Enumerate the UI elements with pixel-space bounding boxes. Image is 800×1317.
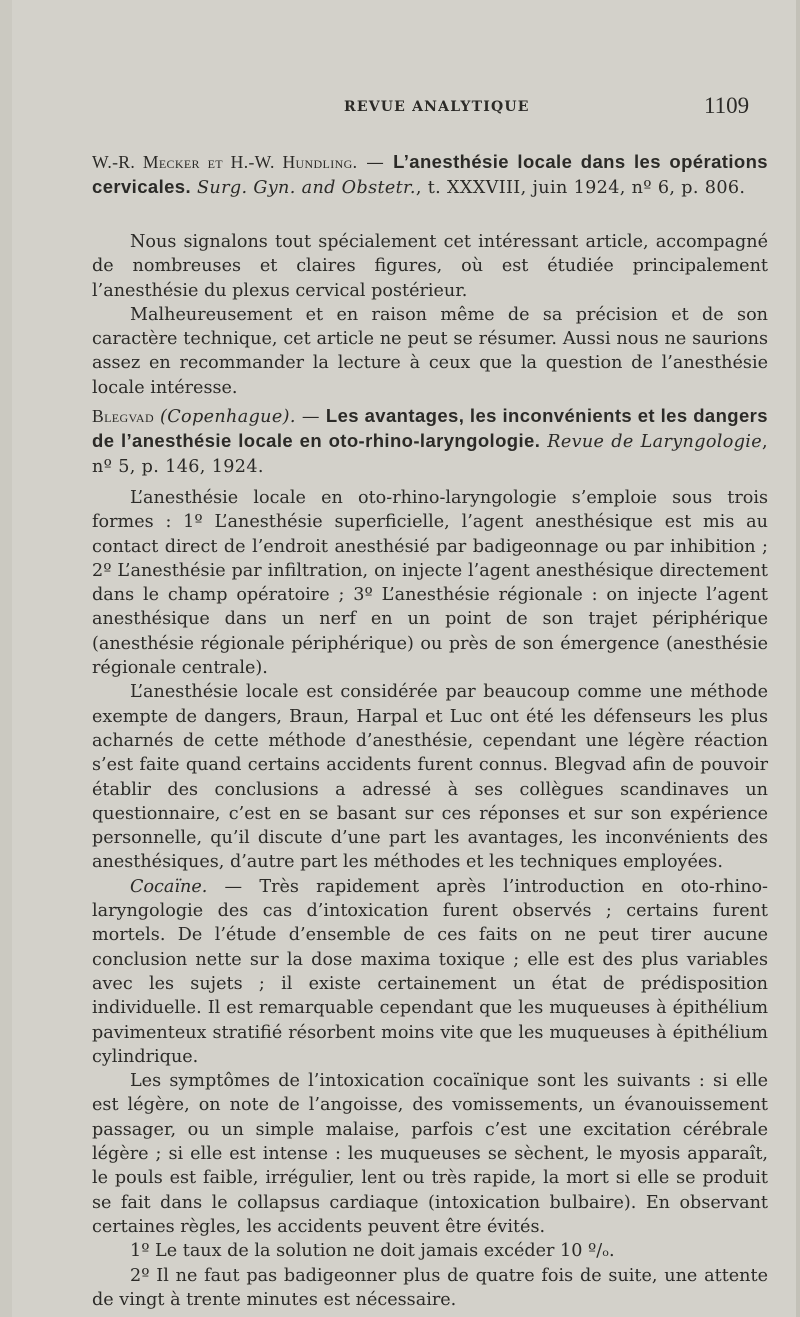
cocaine-heading: Cocaïne. xyxy=(130,876,208,897)
article-2-authors: Blegvad xyxy=(92,406,154,426)
article-2-title: Les avantages, les inconvénients et les dangers de l’anesthésie locale en oto-rhino-laryngologie. xyxy=(92,405,768,452)
article-1-body xyxy=(92,230,768,400)
article-2-journal: Revue de Laryngologie xyxy=(547,432,763,453)
rule-1: 1º Le taux de la solution ne doit jamais excéder 10 º/ₒ. xyxy=(130,1241,615,1262)
cocaine-paragraph xyxy=(92,875,768,1069)
article-2-body xyxy=(92,486,768,1312)
article-2-paragraph: L’anesthésie locale est considérée par beaucoup comme une méthode exempte de dangers, Braun, Harpal et Luc ont été les défenseurs les plus acharnés de cette méthode d’anesthésie, cependant une légère réaction s’est faite quand certains accidents furent connus. Blegvad afin de pouvoir établir des conclusions a adressé à ses collègues scandinaves un questionnaire, c’est en se basant sur ces réponses et sur son expérience personnelle, qu’il discute d’une part les avantages, les inconvénients des anesthésiques, d’autre part les méthodes et les techniques employées. xyxy=(92,682,768,873)
page-number: 1109 xyxy=(704,93,750,118)
cocaine-text: Très rapidement après l’introduction en oto-rhino-laryngologie des cas d’intoxication furent observés ; certains furent mortels. De l’étude d’ensemble de ces faits on ne peut tirer aucune conclusion nette sur la dose maxima toxique ; elle est des plus variables avec les sujets ; il existe certainement un état de prédisposition individuelle. Il est remarquable cependant que les muqueuses à épithélium pavimenteux stratifié résorbent moins vite que les muqueuses à épithélium cylindrique. xyxy=(92,876,769,1067)
article-2-paragraph: Les symptômes de l’intoxication cocaïnique sont les suivants : si elle est légère, on note de l’angoisse, des vomissements, un évanouissement passager, ou un simple malaise, parfois c’est une excitation cérébrale légère ; si elle est intense : les muqueuses se sèchent, le myosis apparaît, le pouls est faible, irrégulier, lent ou très rapide, la mort si elle se produit se fait dans le collapsus cardiaque (intoxication bulbaire). En observant certaines règles, les accidents peuvent être évités. xyxy=(92,1071,768,1237)
article-1-paragraph: Malheureusement et en raison même de sa précision et de son caractère technique, cet article ne peut se résumer. Aussi nous ne saurions assez en recommander la lecture à ceux que la question de l’anesthésie locale intéresse. xyxy=(92,304,768,398)
running-title: REVUE ANALYTIQUE xyxy=(344,99,530,115)
page-header xyxy=(12,93,800,123)
article-2-citation: , nº 5, p. 146, 1924. xyxy=(92,432,768,477)
article-2-dash: — xyxy=(295,407,326,427)
rule-2: 2º Il ne faut pas badigeonner plus de quatre fois de suite, une attente de vingt à trente minutes est nécessaire. xyxy=(92,1265,768,1310)
reference-line xyxy=(92,404,768,479)
article-1-paragraph: Nous signalons tout spécialement cet intéressant article, accompagné de nombreuses et claires figures, où est étudiée principalement l’anesthésie du plexus cervical postérieur. xyxy=(92,232,768,301)
article-2-place: (Copenhague). xyxy=(160,407,296,427)
article-1-reference xyxy=(92,150,768,201)
reference-line xyxy=(92,150,768,201)
cocaine-dash: — xyxy=(207,876,260,897)
page xyxy=(12,0,800,1317)
article-1-dash: — xyxy=(357,153,394,173)
article-1-authors: W.-R. Mecker et H.-W. Hundling. xyxy=(92,152,358,172)
article-1-citation: , t. XXXVIII, juin 1924, nº 6, p. 806. xyxy=(415,178,746,199)
article-1-journal: Surg. Gyn. and Obstetr. xyxy=(197,178,416,199)
article-2-reference xyxy=(92,404,768,479)
article-2-paragraph: L’anesthésie locale en oto-rhino-laryngologie s’emploie sous trois formes : 1º L’anesthésie superficielle, l’agent anesthésique est mis au contact direct de l’endroit anesthésié par badigeonnage ou par inhibition ; 2º L’anesthésie par infiltration, on injecte l’agent anesthésique directement dans le champ opératoire ; 3º L’anesthésie régionale : on injecte l’agent anesthésique dans un nerf en un point de son trajet périphérique (anesthésie régionale périphérique) ou près de son émergence (anesthésie régionale centrale). xyxy=(92,488,768,679)
article-1-title: L’anesthésie locale dans les opérations cervicales. xyxy=(92,151,768,198)
